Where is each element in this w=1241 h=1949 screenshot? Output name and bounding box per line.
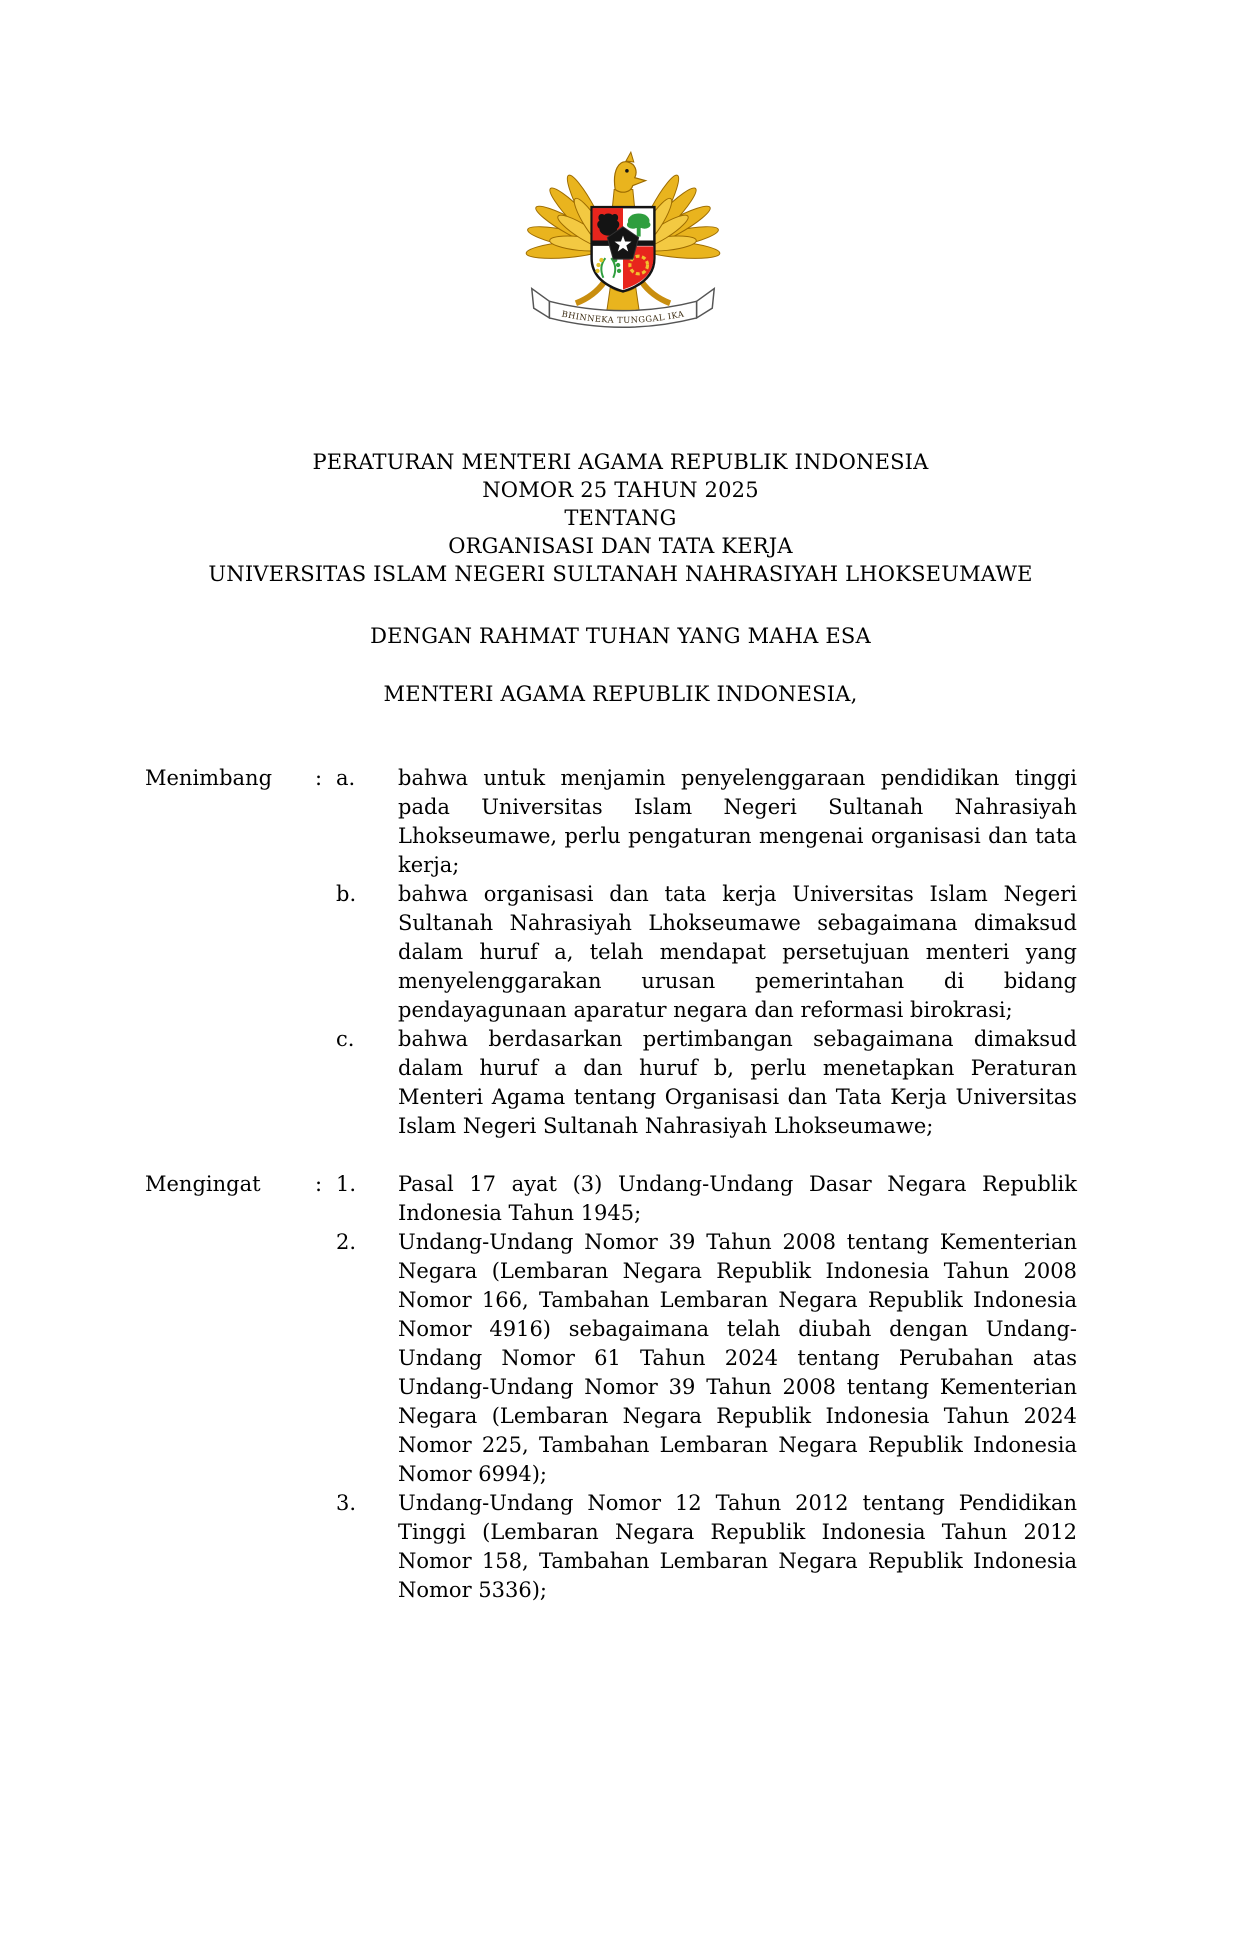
legal-basis-item-1 [336, 1170, 1077, 1228]
motto-text: BHINNEKA TUNGGAL IKA [560, 308, 686, 325]
legal-basis-item-3 [336, 1489, 1077, 1605]
title-line-tentang: TENTANG [564, 506, 677, 530]
item-text: bahwa berdasarkan pertimbangan sebagaimana dimaksud dalam huruf a dan huruf b, perlu menetapkan Peraturan Menteri Agama tentang Organisasi dan Tata Kerja Universitas Islam Negeri Sultanah Nahrasiyah Lhokseumawe; [398, 1027, 1077, 1138]
section-label-menimbang: Menimbang [145, 766, 273, 790]
item-marker: b. [336, 882, 357, 906]
item-marker: c. [336, 1027, 355, 1051]
pancasila-shield [592, 207, 655, 291]
section-colon: : [315, 1172, 323, 1196]
item-text: Undang-Undang Nomor 12 Tahun 2012 tentang Pendidikan Tinggi (Lembaran Negara Republik Indonesia Tahun 2012 Nomor 158, Tambahan Lembaran Negara Republik Indonesia Nomor 5336); [398, 1491, 1077, 1602]
item-marker: 1. [336, 1172, 357, 1196]
consideration-item-a [336, 764, 1077, 880]
legal-basis-item-2 [336, 1228, 1077, 1489]
section-items [336, 764, 1077, 1141]
title-line-subject: ORGANISASI DAN TATA KERJA [448, 534, 793, 558]
section-items [336, 1170, 1077, 1605]
section-mengingat [145, 1170, 1077, 1605]
item-marker: 3. [336, 1491, 357, 1515]
item-text: Undang-Undang Nomor 39 Tahun 2008 tentang Kementerian Negara (Lembaran Negara Republik Indonesia Tahun 2008 Nomor 166, Tambahan Lembaran Negara Republik Indonesia Nomor 4916) sebagaimana telah diubah dengan Undang-Undang Nomor 61 Tahun 2024 tentang Perubahan atas Undang-Undang Nomor 39 Tahun 2008 tentang Kementerian Negara (Lembaran Negara Republik Indonesia Tahun 2024 Nomor 225, Tambahan Lembaran Negara Republik Indonesia Nomor 6994); [398, 1230, 1077, 1486]
preamble-sections [145, 764, 1077, 1605]
invocation-line: DENGAN RAHMAT TUHAN YANG MAHA ESA [370, 624, 871, 648]
authority-line: MENTERI AGAMA REPUBLIK INDONESIA, [383, 682, 858, 706]
garuda-pancasila-emblem [520, 138, 726, 340]
consideration-item-b [336, 880, 1077, 1025]
title-line-number: NOMOR 25 TAHUN 2025 [482, 478, 759, 502]
item-marker: 2. [336, 1230, 357, 1254]
section-menimbang [145, 764, 1077, 1141]
item-text: bahwa organisasi dan tata kerja Universitas Islam Negeri Sultanah Nahrasiyah Lhokseumawe sebagaimana dimaksud dalam huruf a, telah mendapat persetujuan menteri yang menyelenggarakan urusan pemerintahan di bidang pendayagunaan aparatur negara dan reformasi birokrasi; [398, 882, 1077, 1022]
item-text: bahwa untuk menjamin penyelenggaraan pendidikan tinggi pada Universitas Islam Negeri Sultanah Nahrasiyah Lhokseumawe, perlu pengaturan mengenai organisasi dan tata kerja; [398, 766, 1077, 877]
title-line-regulation: PERATURAN MENTERI AGAMA REPUBLIK INDONESIA [312, 450, 929, 474]
section-colon: : [315, 766, 323, 790]
section-label-mengingat: Mengingat [145, 1172, 261, 1196]
item-marker: a. [336, 766, 356, 790]
item-text: Pasal 17 ayat (3) Undang-Undang Dasar Negara Republik Indonesia Tahun 1945; [398, 1172, 1077, 1225]
consideration-item-c [336, 1025, 1077, 1141]
garuda-eye [625, 169, 629, 173]
title-line-institution: UNIVERSITAS ISLAM NEGERI SULTANAH NAHRASIYAH LHOKSEUMAWE [208, 562, 1033, 586]
title-block [0, 448, 1241, 588]
